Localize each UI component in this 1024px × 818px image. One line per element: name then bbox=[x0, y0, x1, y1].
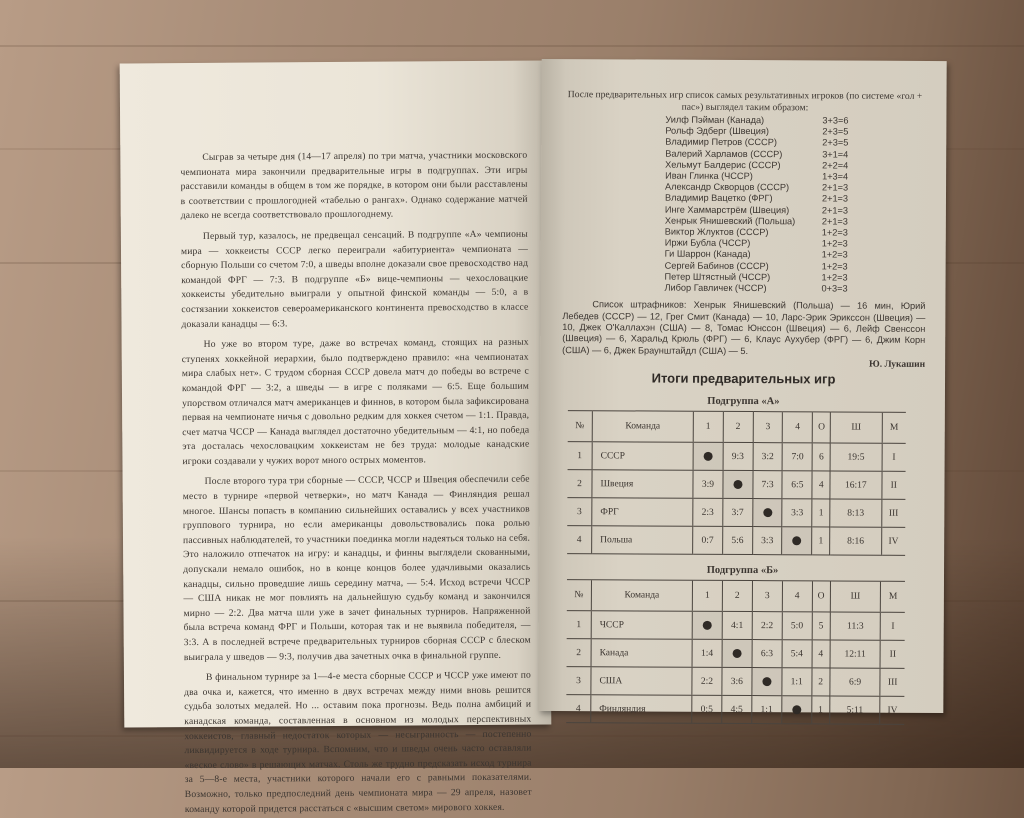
score-cell: 7:3 bbox=[753, 471, 783, 499]
table-row bbox=[567, 470, 905, 500]
scorer-points: 2+3=5 bbox=[822, 137, 849, 148]
scorer-name: Александр Скворцов (СССР) bbox=[665, 181, 790, 193]
place-cell: III bbox=[880, 669, 904, 697]
col-goals: Ш bbox=[830, 412, 882, 443]
article-paragraph-5: В финальном турнире за 1—4-е места сборные СССР и ЧССР уже имеют по два очка и, кажется, что именно в двух встречах между ними вновь решится судьба золотых медалей. Но ... оставим пока прогнозы. Ведь полна амбиций и канадская команда, составленная в основном из молодых перспективных хоккеистов, главный недостаток которых — несыгранность — постепенно ликвидируется в ходе турнира. Вспомним, что и шведы очень часто оставляли «веское слово» в решающих матчах. Столь же трудно предсказать исход турнира за 5—8-е места, участники которого начали его с равными показателями. Возможно, только предпоследний день чемпионата мира — 29 апреля, назовет команду которой придется расстаться с «высшим светом» мирового хоккея. bbox=[184, 669, 532, 815]
team-name: ЧССР bbox=[591, 611, 692, 640]
place-cell: III bbox=[881, 500, 905, 528]
points-cell: 4 bbox=[812, 471, 830, 499]
col-2: 2 bbox=[723, 412, 753, 443]
scorer-name: Виктор Жлуктов (СССР) bbox=[664, 226, 769, 238]
goals-cell: 5:11 bbox=[829, 696, 880, 724]
table-row bbox=[566, 695, 904, 725]
place-cell: II bbox=[881, 641, 905, 669]
table-row bbox=[567, 639, 905, 669]
goals-cell: 12:11 bbox=[830, 640, 881, 668]
place-cell: I bbox=[882, 444, 906, 472]
scorer-name: Хельмут Балдерис (СССР) bbox=[665, 159, 781, 171]
row-number: 2 bbox=[567, 470, 592, 498]
score-cell: 6:3 bbox=[752, 640, 782, 668]
score-cell: 5:6 bbox=[722, 527, 752, 555]
scorer-points: 1+2=3 bbox=[821, 249, 848, 260]
table-header-row bbox=[568, 411, 906, 444]
scorer-name: Уилф Пэйман (Канада) bbox=[665, 114, 765, 126]
group-a-standings-table bbox=[567, 410, 906, 556]
row-number: 4 bbox=[566, 695, 591, 723]
goals-cell: 11:3 bbox=[830, 612, 881, 640]
table-header-row bbox=[567, 580, 905, 613]
scorer-points: 1+2=3 bbox=[821, 238, 848, 249]
left-page bbox=[120, 61, 552, 815]
score-cell: 3:9 bbox=[693, 471, 723, 499]
article-paragraph-2: Первый тур, казалось, не предвещал сенсаций. В подгруппе «А» чемпионы мира — хоккеисты СССР легко переиграли «абитуриента» чемпионата — сборную Польши со счетом 7:0, а шведы вполне доказали свое превосходство над командой ФРГ — 7:3. В подгруппе «Б» вице-чемпионы — чехословацкие хоккеисты убедительно выиграли у опытной финской команды — 5:0, а в состязании хоккеистов североамериканского континента превосходство в классе доказали канадцы — 6:3. bbox=[180, 228, 529, 330]
author-signature: Ю. Лукашин bbox=[868, 359, 926, 371]
scorer-points: 3+3=6 bbox=[822, 115, 849, 126]
col-number: № bbox=[567, 580, 592, 611]
table-row bbox=[567, 526, 905, 556]
self-match-dot-icon bbox=[782, 527, 812, 555]
team-name: Швеция bbox=[592, 470, 693, 499]
col-team: Команда bbox=[592, 411, 693, 443]
scorer-points: 3+1=4 bbox=[822, 149, 849, 160]
self-match-dot-icon bbox=[752, 499, 782, 527]
team-name: СССР bbox=[592, 442, 693, 471]
scorer-points: 1+3=4 bbox=[822, 171, 849, 182]
team-name: ФРГ bbox=[592, 498, 693, 527]
scorer-name: Рольф Эдберг (Швеция) bbox=[665, 125, 770, 137]
scorer-name: Владимир Петров (СССР) bbox=[665, 136, 777, 148]
points-cell: 6 bbox=[812, 443, 830, 471]
self-match-dot-icon bbox=[723, 471, 753, 499]
self-match-dot-icon bbox=[692, 612, 722, 640]
place-cell: II bbox=[881, 472, 905, 500]
row-number: 2 bbox=[567, 639, 592, 667]
article-paragraph-3: Но уже во втором туре, даже во встречах команд, стоящих на разных ступенях хоккейной иерархии, было подтверждено правило: «на чемпионатах мира слабых нет». С трудом сборная СССР довела матч до победы во встрече с командой ФРГ — 3:2, а шведы — в игре с поляками — 6:5. Еще большим упорством отличался матч американцев и финнов, в котором была зафиксирована первая на чемпионате ничья с довольно редким для хоккея счетом — 1:1. Правда, счет матча ЧССР — Канада выглядел достаточно убедительным — 4:1, но победа эта досталась чехословацким хоккеистам не без труда: молодые канадские игроки создавали у чужих ворот много острых моментов. bbox=[181, 336, 530, 467]
score-cell: 5:0 bbox=[782, 612, 812, 640]
col-place: М bbox=[881, 582, 905, 613]
scorer-points: 1+2=3 bbox=[821, 227, 848, 238]
self-match-dot-icon bbox=[693, 443, 723, 471]
team-name: Польша bbox=[592, 526, 693, 555]
article-paragraph-1: Сыграв за четыре дня (14—17 апреля) по три матча, участники московского чемпионата мира закончили предварительные игры в подгруппах. Эти игры расставили команды в общем в том же порядке, в котором они были расставлены в соответствии с прошлогодней «табелью о рангах». Однако содержание матчей далеко не всегда соответствовало прошлогоднему. bbox=[180, 149, 528, 222]
score-cell: 3:6 bbox=[722, 668, 752, 696]
goals-cell: 8:16 bbox=[830, 527, 882, 555]
col-4: 4 bbox=[782, 581, 812, 612]
scorer-name: Хенрык Янишевский (Польша) bbox=[664, 215, 796, 227]
points-cell: 1 bbox=[812, 527, 830, 555]
scorer-name: Сергей Бабинов (СССР) bbox=[664, 260, 769, 271]
scorer-points: 2+3=5 bbox=[822, 126, 849, 137]
col-1: 1 bbox=[693, 412, 723, 443]
points-cell: 1 bbox=[811, 696, 829, 724]
scorers-intro: После предварительных игр список самых результативных игроков (по системе «гол + пас») выглядел таким образом: bbox=[567, 89, 923, 113]
col-3: 3 bbox=[752, 581, 782, 612]
place-cell: IV bbox=[881, 528, 905, 556]
scorer-points: 2+1=3 bbox=[822, 182, 849, 193]
scorer-points: 2+1=3 bbox=[821, 193, 849, 204]
scorer-name: Петер Штястный (ЧССР) bbox=[664, 271, 771, 282]
score-cell: 2:2 bbox=[692, 668, 722, 696]
goals-cell: 8:13 bbox=[830, 499, 882, 527]
score-cell: 1:4 bbox=[692, 640, 722, 668]
row-number: 3 bbox=[566, 667, 591, 695]
scorer-name: Ги Шаррон (Канада) bbox=[664, 249, 751, 260]
points-cell: 1 bbox=[812, 499, 830, 527]
score-cell: 4:5 bbox=[722, 696, 752, 724]
score-cell: 7:0 bbox=[783, 443, 813, 471]
table-row bbox=[566, 667, 904, 697]
points-cell: 4 bbox=[812, 640, 830, 668]
scorer-name: Валерий Харламов (СССР) bbox=[665, 148, 783, 159]
points-cell: 5 bbox=[812, 612, 830, 640]
scorer-name: Иван Глинка (ЧССР) bbox=[665, 170, 753, 182]
table-row bbox=[567, 611, 905, 641]
scorer-points: 1+2=3 bbox=[821, 261, 848, 272]
table-row bbox=[567, 498, 905, 528]
scorer-name: Инге Хаммарстрём (Швеция) bbox=[664, 204, 790, 215]
score-cell: 9:3 bbox=[723, 443, 753, 471]
col-4: 4 bbox=[783, 412, 813, 443]
score-cell: 0:7 bbox=[693, 527, 723, 555]
score-cell: 2:2 bbox=[752, 612, 782, 640]
self-match-dot-icon bbox=[782, 696, 812, 724]
penalty-list: Список штрафников: Хенрык Янишевский (Польша) — 16 мин, Юрий Лебедев (СССР) — 12, Грег Смит (Канада) — 10, Ларс-Эрик Эрикссон (Швеция) — 10, Джек О'Каллахэн (США) — 8, Томас Юнссон (Швеция) — 6, Лейф Свенссон (Швеция) — 6, Харальд Крюль (ФРГ) — 6, Клаус Аухубер (ФРГ) — 6, Джим Корн (США) — 6, Джек Браунштайдл (США) — 5. bbox=[562, 299, 926, 356]
article-paragraph-4: После второго тура три сборные — СССР, ЧССР и Швеция обеспечили себе место в турнире «первой четверки», но матч Канада — Финляндия решал многое. Шансы попасть в компанию сильнейших оставались у всех участников группового турнира, но если американцы довольствовались пока ролью пассивных наблюдателей, то участники поединка могли надеяться только на себя. Это наложило отпечаток на игру: и канадцы, и финны выглядели скованными, допускали немало ошибок, но в конце концов более удачливыми оказались канадцы, сильно проведшие лишь середину матча, — 5:4. Исход встречи ЧССР — США никак не мог повлиять на дальнейшую судьбу команд и закончился мирно — 2:2. Два матча шли уже в зачет финальных турниров. Напряженной была встреча команд ФРГ и Польши, которая так и не выявила победителя, — 3:3. А в последней встрече предварительных турниров сборная СССР с блеском выиграла у шведов — 9:3, получив два зачетных очка в финальной группе. bbox=[182, 474, 531, 663]
scorer-points: 1+2=3 bbox=[821, 272, 848, 283]
list-item bbox=[664, 283, 859, 295]
place-cell: IV bbox=[880, 697, 904, 725]
col-points: О bbox=[812, 581, 830, 612]
group-a-title: Подгруппа «А» bbox=[707, 396, 780, 408]
row-number: 1 bbox=[567, 611, 592, 639]
row-number: 3 bbox=[567, 498, 592, 526]
score-cell: 0:5 bbox=[692, 696, 722, 724]
team-name: США bbox=[591, 667, 692, 696]
self-match-dot-icon bbox=[752, 668, 782, 696]
scorer-points: 0+3=3 bbox=[821, 283, 848, 294]
group-b-standings-table bbox=[566, 579, 905, 725]
section-title: Итоги предварительных игр bbox=[651, 370, 836, 387]
score-cell: 1:1 bbox=[782, 668, 812, 696]
col-3: 3 bbox=[753, 412, 783, 443]
score-cell: 5:4 bbox=[782, 640, 812, 668]
scorer-name: Иржи Бубла (ЧССР) bbox=[664, 237, 751, 249]
score-cell: 4:1 bbox=[722, 612, 752, 640]
scorer-name: Владимир Вацетко (ФРГ) bbox=[664, 193, 773, 204]
place-cell: I bbox=[881, 613, 905, 641]
table-row bbox=[568, 442, 906, 472]
score-cell: 3:2 bbox=[753, 443, 783, 471]
scorer-name: Либор Гавличек (ЧССР) bbox=[664, 282, 767, 294]
score-cell: 1:1 bbox=[752, 696, 782, 724]
scorer-points: 2+1=3 bbox=[821, 205, 849, 216]
right-page bbox=[538, 59, 946, 716]
col-goals: Ш bbox=[830, 581, 881, 612]
col-place: М bbox=[882, 413, 906, 444]
goals-cell: 6:9 bbox=[830, 668, 881, 696]
goals-cell: 16:17 bbox=[830, 471, 882, 499]
col-number: № bbox=[568, 411, 593, 442]
score-cell: 3:7 bbox=[723, 499, 753, 527]
self-match-dot-icon bbox=[722, 640, 752, 668]
goals-cell: 19:5 bbox=[830, 443, 882, 471]
scorer-points: 2+1=3 bbox=[821, 216, 848, 227]
score-cell: 3:3 bbox=[752, 527, 782, 555]
team-name: Финляндия bbox=[591, 695, 692, 724]
col-points: О bbox=[813, 412, 831, 443]
row-number: 1 bbox=[568, 442, 593, 470]
score-cell: 2:3 bbox=[693, 499, 723, 527]
team-name: Канада bbox=[591, 639, 692, 668]
score-cell: 3:3 bbox=[782, 499, 812, 527]
col-1: 1 bbox=[692, 581, 722, 612]
score-cell: 6:5 bbox=[782, 471, 812, 499]
col-2: 2 bbox=[722, 581, 752, 612]
scorer-points: 2+2=4 bbox=[822, 160, 849, 171]
points-cell: 2 bbox=[812, 668, 830, 696]
group-b-title: Подгруппа «Б» bbox=[706, 565, 779, 577]
scorers-list bbox=[664, 115, 926, 296]
col-team: Команда bbox=[591, 580, 692, 612]
row-number: 4 bbox=[567, 526, 592, 554]
